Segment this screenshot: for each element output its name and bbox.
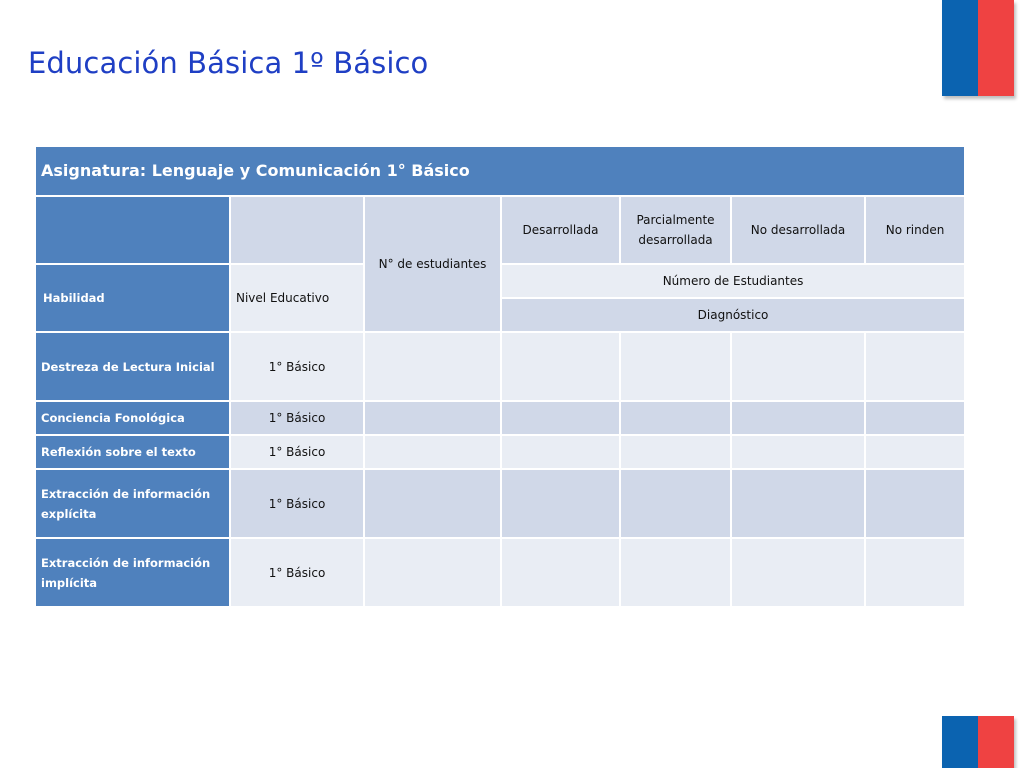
row-habilidad: Reflexión sobre el texto: [35, 435, 230, 469]
data-cell: [501, 401, 620, 435]
row-nivel: 1° Básico: [230, 469, 364, 538]
results-table: [34, 145, 966, 608]
data-cell: [865, 538, 965, 607]
data-cell: [865, 469, 965, 538]
header-numero-estudiantes: Número de Estudiantes: [501, 264, 965, 298]
data-cell: [501, 538, 620, 607]
data-cell: [620, 469, 731, 538]
flag-red-stripe: [978, 0, 1014, 96]
flag-red-stripe: [978, 716, 1014, 768]
header-num-estudiantes: N° de estudiantes: [364, 196, 501, 332]
table-row: [35, 332, 965, 401]
row-nivel: 1° Básico: [230, 332, 364, 401]
header-empty-cell: [35, 196, 230, 264]
table-row: [35, 538, 965, 607]
row-nivel: 1° Básico: [230, 538, 364, 607]
slide-title: Educación Básica 1º Básico: [28, 46, 429, 80]
table-title-row: [35, 146, 965, 196]
data-cell: [364, 332, 501, 401]
row-nivel: 1° Básico: [230, 435, 364, 469]
header-level-parcial: Parcialmente desarrollada: [620, 196, 731, 264]
data-cell: [364, 538, 501, 607]
row-habilidad: Conciencia Fonológica: [35, 401, 230, 435]
data-cell: [620, 401, 731, 435]
data-cell: [501, 469, 620, 538]
data-cell: [865, 332, 965, 401]
data-cell: [865, 401, 965, 435]
data-cell: [731, 332, 865, 401]
flag-blue-stripe: [942, 0, 978, 96]
flag-blue-stripe: [942, 716, 978, 768]
row-habilidad: Extracción de información implícita: [35, 538, 230, 607]
row-nivel: 1° Básico: [230, 401, 364, 435]
table-row: [35, 469, 965, 538]
table-title: Asignatura: Lenguaje y Comunicación 1° Básico: [35, 146, 965, 196]
header-level-no-rinden: No rinden: [865, 196, 965, 264]
flag-logo-top: [942, 0, 1014, 96]
data-cell: [620, 332, 731, 401]
row-habilidad: Destreza de Lectura Inicial: [35, 332, 230, 401]
header-level-desarrollada: Desarrollada: [501, 196, 620, 264]
data-cell: [501, 332, 620, 401]
header-level-no-desarrollada: No desarrollada: [731, 196, 865, 264]
data-cell: [620, 435, 731, 469]
data-cell: [364, 469, 501, 538]
table-row: [35, 401, 965, 435]
data-cell: [364, 435, 501, 469]
table-row: [35, 435, 965, 469]
header-row-levels: [35, 196, 965, 264]
row-habilidad: Extracción de información explícita: [35, 469, 230, 538]
header-row-numero: [35, 264, 965, 298]
header-diagnostico: Diagnóstico: [501, 298, 965, 332]
data-cell: [501, 435, 620, 469]
data-cell: [865, 435, 965, 469]
data-cell: [731, 435, 865, 469]
flag-logo-bottom: [942, 716, 1014, 768]
data-cell: [731, 401, 865, 435]
header-habilidad: Habilidad: [35, 264, 230, 332]
header-nivel-educativo: Nivel Educativo: [230, 264, 364, 332]
header-empty-cell: [230, 196, 364, 264]
data-cell: [731, 469, 865, 538]
data-cell: [620, 538, 731, 607]
data-cell: [364, 401, 501, 435]
data-cell: [731, 538, 865, 607]
